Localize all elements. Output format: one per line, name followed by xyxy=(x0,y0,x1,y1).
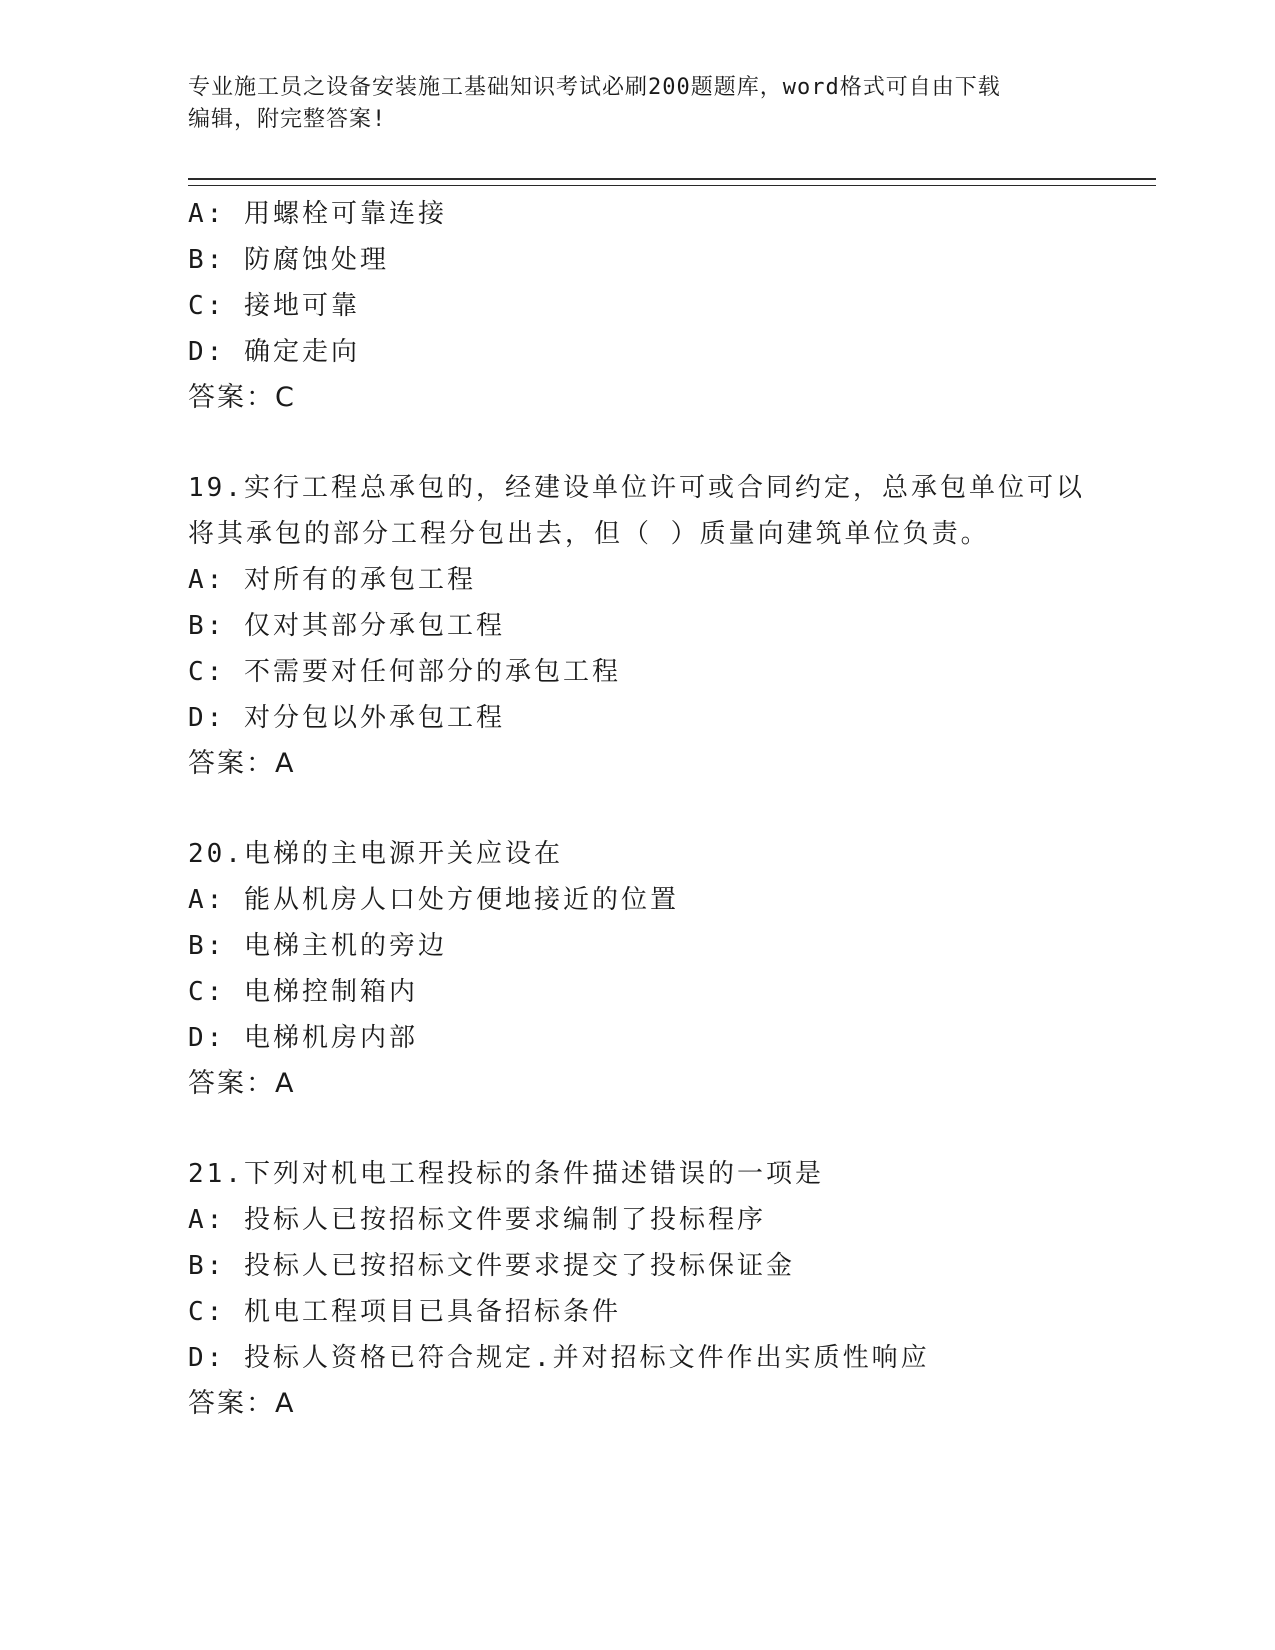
option-d: D: 确定走向 xyxy=(188,337,360,367)
header-divider xyxy=(188,178,1156,186)
header-line-1: 专业施工员之设备安装施工基础知识考试必刷200题题库，word格式可自由下载 xyxy=(188,75,1001,100)
option-d: D: 电梯机房内部 xyxy=(188,1023,418,1053)
option-d: D: 对分包以外承包工程 xyxy=(188,703,505,733)
question-21 xyxy=(188,1151,1156,1427)
question-stem: 19.实行工程总承包的，经建设单位许可或合同约定，总承包单位可以 xyxy=(188,473,1085,503)
option-c: C: 电梯控制箱内 xyxy=(188,977,418,1007)
question-18-continued xyxy=(188,191,1156,421)
header-line-2: 编辑，附完整答案! xyxy=(188,107,387,132)
option-a: A: 能从机房人口处方便地接近的位置 xyxy=(188,885,679,915)
option-c: C: 接地可靠 xyxy=(188,291,360,321)
option-b: B: 仅对其部分承包工程 xyxy=(188,611,505,641)
document-header xyxy=(188,72,1088,136)
question-stem: 20.电梯的主电源开关应设在 xyxy=(188,839,563,869)
question-stem: 21.下列对机电工程投标的条件描述错误的一项是 xyxy=(188,1159,824,1189)
question-19 xyxy=(188,465,1156,787)
option-b: B: 防腐蚀处理 xyxy=(188,245,389,275)
option-a: A: 用螺栓可靠连接 xyxy=(188,199,447,229)
answer-line: 答案：A xyxy=(188,1388,296,1419)
option-d: D: 投标人资格已符合规定.并对招标文件作出实质性响应 xyxy=(188,1343,930,1373)
option-b: B: 投标人已按招标文件要求提交了投标保证金 xyxy=(188,1251,795,1281)
question-list xyxy=(188,191,1156,1427)
option-c: C: 机电工程项目已具备招标条件 xyxy=(188,1297,621,1327)
option-a: A: 对所有的承包工程 xyxy=(188,565,476,595)
answer-line: 答案：A xyxy=(188,748,296,779)
answer-line: 答案：C xyxy=(188,382,296,413)
option-a: A: 投标人已按招标文件要求编制了投标程序 xyxy=(188,1205,766,1235)
option-c: C: 不需要对任何部分的承包工程 xyxy=(188,657,621,687)
question-20 xyxy=(188,831,1156,1107)
option-b: B: 电梯主机的旁边 xyxy=(188,931,447,961)
question-stem: 将其承包的部分工程分包出去，但（ ）质量向建筑单位负责。 xyxy=(188,519,990,549)
answer-line: 答案：A xyxy=(188,1068,296,1099)
